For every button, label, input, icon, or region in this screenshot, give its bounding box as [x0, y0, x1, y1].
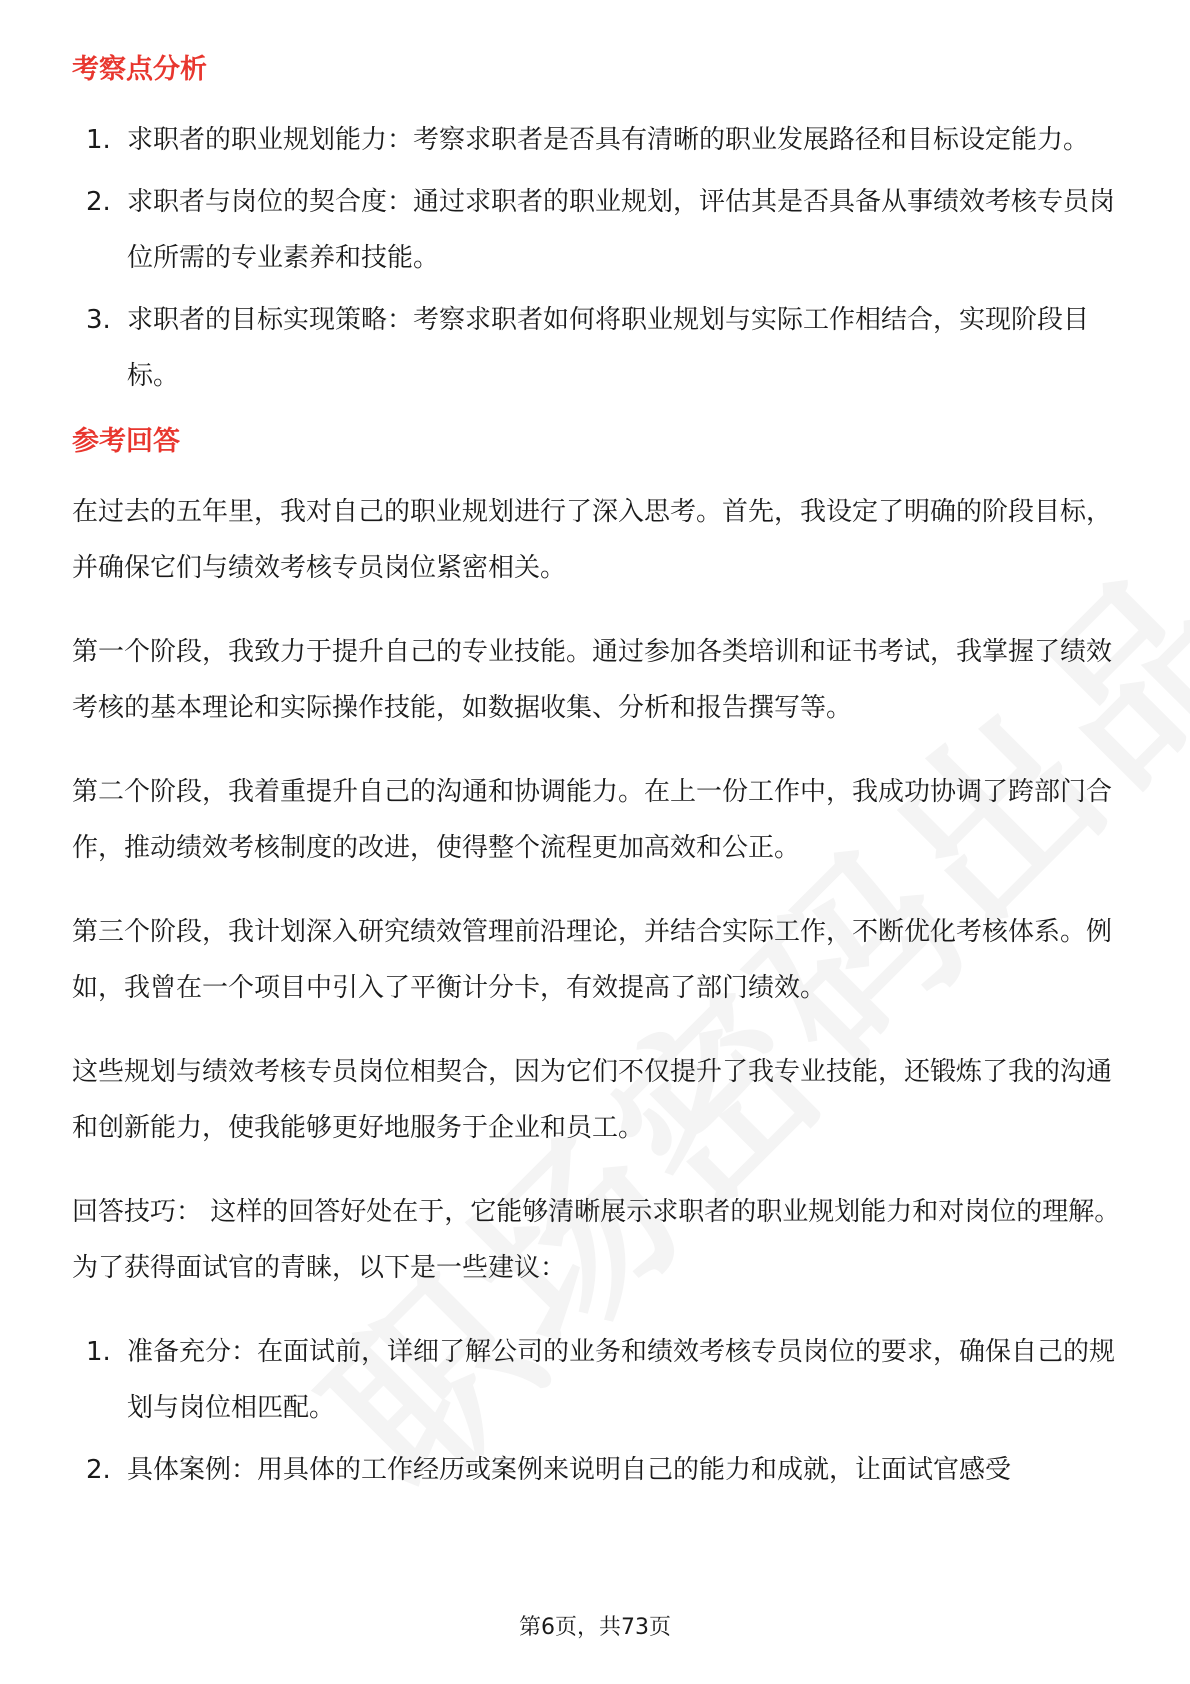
list-item-text: 具体案例：用具体的工作经历或案例来说明自己的能力和成就，让面试官感受	[127, 1455, 1012, 1485]
answer-tips-intro: 回答技巧： 这样的回答好处在于，它能够清晰展示求职者的职业规划能力和对岗位的理解。为了获得面试官的青睐，以下是一些建议：	[72, 1197, 1121, 1283]
list-item-number: 1.	[86, 125, 111, 155]
list-item-number: 3.	[86, 305, 111, 335]
list-item	[72, 112, 1122, 168]
list-item-text: 求职者的职业规划能力：考察求职者是否具有清晰的职业发展路径和目标设定能力。	[127, 125, 1090, 155]
page-number-footer: 第6页，共73页	[519, 1615, 671, 1640]
list-item-number: 2.	[86, 1455, 111, 1485]
list-item	[72, 174, 1122, 286]
list-item	[72, 1324, 1122, 1436]
list-item	[72, 1442, 1122, 1498]
list-item-text: 求职者与岗位的契合度：通过求职者的职业规划，评估其是否具备从事绩效考核专员岗位所需的专业素养和技能。	[127, 187, 1116, 273]
list-item-text: 准备充分：在面试前，详细了解公司的业务和绩效考核专员岗位的要求，确保自己的规划与岗位相匹配。	[127, 1337, 1116, 1423]
section-title-reference-answer: 参考回答	[72, 426, 180, 457]
answer-paragraph: 第一个阶段，我致力于提升自己的专业技能。通过参加各类培训和证书考试，我掌握了绩效考核的基本理论和实际操作技能，如数据收集、分析和报告撰写等。	[72, 637, 1113, 723]
tips-list	[72, 1324, 1122, 1498]
answer-paragraph: 在过去的五年里，我对自己的职业规划进行了深入思考。首先，我设定了明确的阶段目标，并确保它们与绩效考核专员岗位紧密相关。	[72, 497, 1113, 583]
analysis-list	[72, 112, 1122, 404]
list-item-number: 1.	[86, 1337, 111, 1367]
document-page	[72, 50, 1122, 1504]
list-item	[72, 292, 1122, 404]
list-item-text: 求职者的目标实现策略：考察求职者如何将职业规划与实际工作相结合，实现阶段目标。	[127, 305, 1090, 391]
answer-paragraph: 这些规划与绩效考核专员岗位相契合，因为它们不仅提升了我专业技能，还锻炼了我的沟通和创新能力，使我能够更好地服务于企业和员工。	[72, 1057, 1113, 1143]
list-item-number: 2.	[86, 187, 111, 217]
answer-paragraph: 第二个阶段，我着重提升自己的沟通和协调能力。在上一份工作中，我成功协调了跨部门合作，推动绩效考核制度的改进，使得整个流程更加高效和公正。	[72, 777, 1113, 863]
answer-paragraph: 第三个阶段，我计划深入研究绩效管理前沿理论，并结合实际工作，不断优化考核体系。例如，我曾在一个项目中引入了平衡计分卡，有效提高了部门绩效。	[72, 917, 1113, 1003]
section-title-analysis: 考察点分析	[72, 54, 207, 85]
